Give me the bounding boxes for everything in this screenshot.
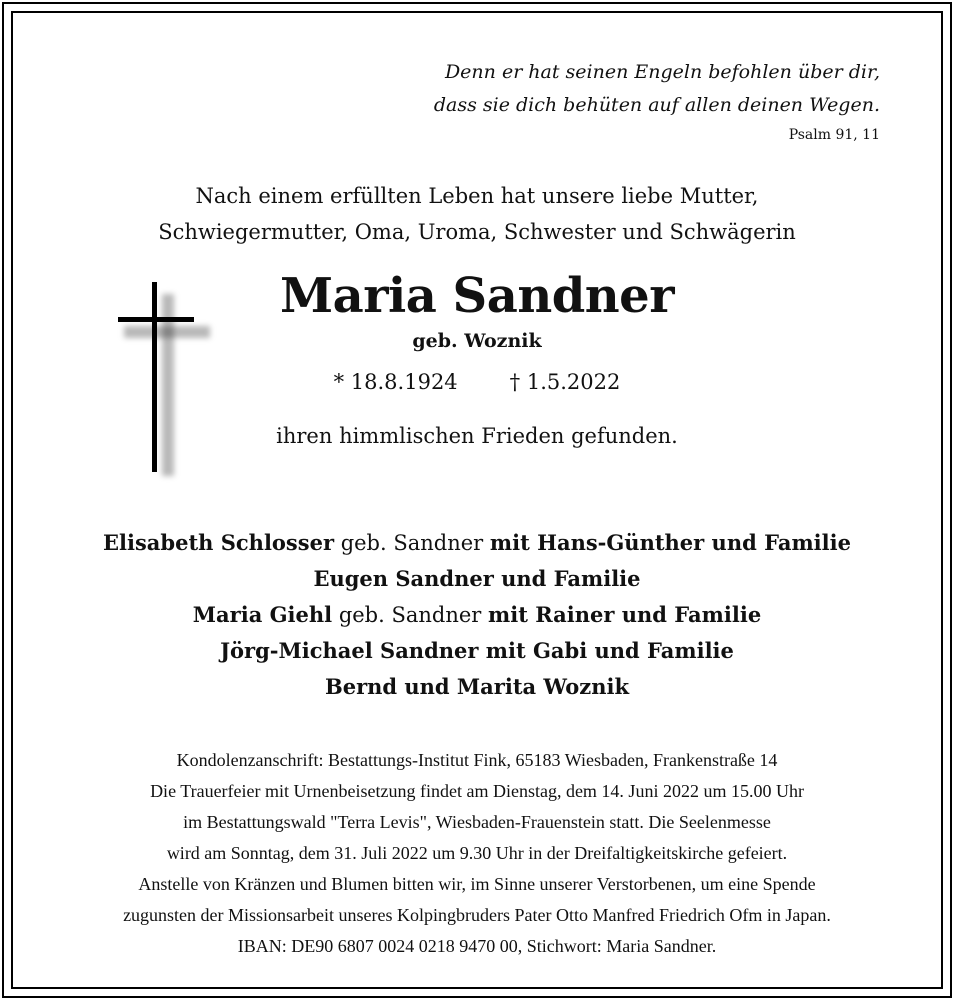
- family-list: [0, 525, 954, 705]
- condolence-address: Kondolenzanschrift: Bestattungs-Institut Fink, 65183 Wiesbaden, Frankenstraße 14: [176, 750, 778, 770]
- family-line: Jörg-Michael Sandner mit Gabi und Familie: [220, 638, 734, 663]
- donation-line-1: Anstelle von Kränzen und Blumen bitten wir, im Sinne unserer Verstorbenen, um eine Spende: [138, 874, 816, 894]
- intro-line-2: Schwiegermutter, Oma, Uroma, Schwester und Schwägerin: [158, 220, 796, 244]
- maiden-name: geb. Woznik: [412, 330, 542, 352]
- verse-reference: Psalm 91, 11: [788, 127, 880, 143]
- family-line: Maria Giehl geb. Sandner mit Rainer und Familie: [192, 602, 762, 627]
- life-dates: [0, 370, 954, 394]
- family-line: Bernd und Marita Woznik: [324, 674, 630, 699]
- family-line: Eugen Sandner und Familie: [313, 566, 641, 591]
- donation-line-2: zugunsten der Missionsarbeit unseres Kolpingbruders Pater Otto Manfred Friedrich Ofm in Japan.: [123, 905, 831, 925]
- intro-text: [0, 178, 954, 250]
- verse-line-1: Denn er hat seinen Engeln befohlen über dir,: [444, 61, 880, 83]
- ceremony-line-3: wird am Sonntag, dem 31. Juli 2022 um 9.30 Uhr in der Dreifaltigkeitskirche gefeiert.: [166, 843, 788, 863]
- birth-date: * 18.8.1924: [333, 370, 458, 394]
- death-date: † 1.5.2022: [509, 370, 621, 394]
- family-line: Elisabeth Schlosser geb. Sandner mit Hans-Günther und Familie: [103, 530, 851, 555]
- deceased-name: Maria Sandner: [279, 268, 675, 324]
- ceremony-line-2: im Bestattungswald "Terra Levis", Wiesbaden-Frauenstein statt. Die Seelenmesse: [183, 812, 771, 832]
- verse-line-2: dass sie dich behüten auf allen deinen Wegen.: [433, 94, 880, 116]
- ceremony-line-1: Die Trauerfeier mit Urnenbeisetzung findet am Dienstag, dem 14. Juni 2022 um 15.00 Uhr: [150, 781, 804, 801]
- intro-line-1: Nach einem erfüllten Leben hat unsere liebe Mutter,: [195, 184, 759, 208]
- info-section: [0, 745, 954, 962]
- peace-text: ihren himmlischen Frieden gefunden.: [276, 424, 678, 448]
- donation-line-3: IBAN: DE90 6807 0024 0218 9470 00, Stichwort: Maria Sandner.: [237, 936, 717, 956]
- bible-verse: [434, 56, 880, 122]
